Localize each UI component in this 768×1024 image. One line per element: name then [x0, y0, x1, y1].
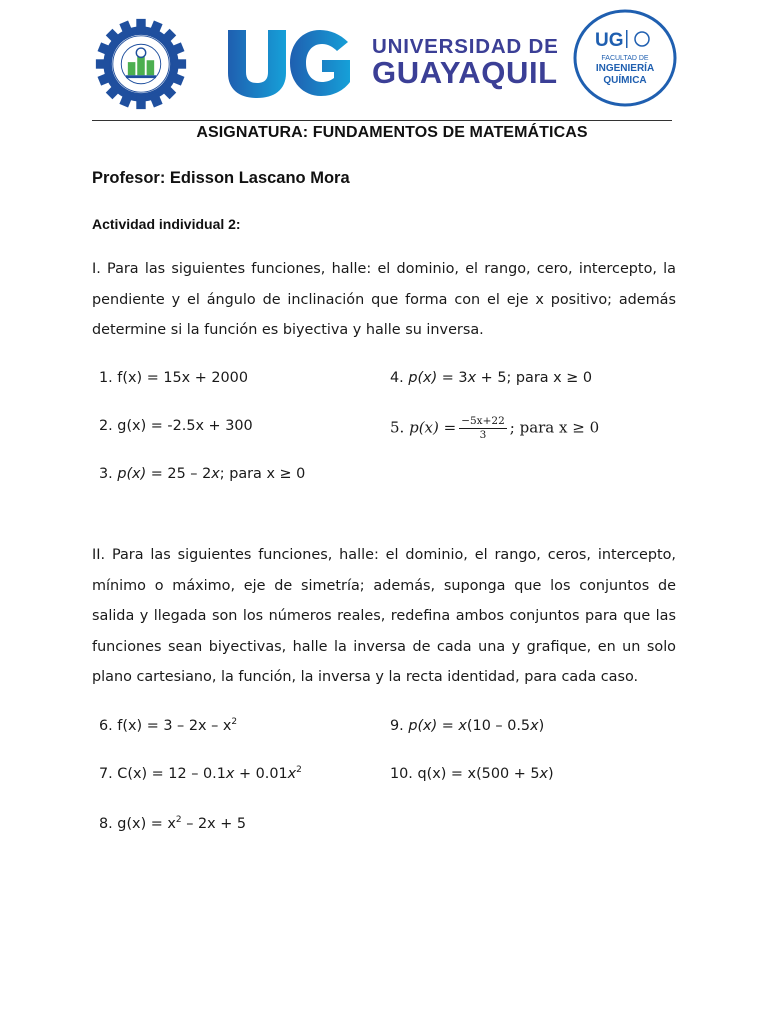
exercise-7: 7. $C(x) = 12 - 0.1x + 0.01x^2$ [99, 765, 302, 782]
exercise-8: 8. $g(x) = x^2 - 2x + 5$ [99, 815, 247, 832]
document-header [0, 0, 768, 118]
section1-instructions: I. Para las siguientes funciones, halle: el dominio, el rango, cero, intercepto, la pendiente y el ángulo de inclinación que forma con el eje x positivo; además determine si la función es biyectiva y halle su inversa. [92, 261, 676, 338]
university-name [372, 36, 559, 88]
exercise-9: 9. p(x) = x(10 – 0.5x) [390, 718, 545, 734]
activity-heading: Actividad individual 2: [92, 216, 241, 232]
section2-instructions: II. Para las siguientes funciones, halle: el dominio, el rango, ceros, intercepto, mínimo o máximo, eje de simetría; además, suponga que los conjuntos de salida y llegada son los números reales, redefina ambos conjuntos para que las funciones sean biyectivas, halle la inversa de cada una y grafique, en un solo plano cartesiano, la función, la inversa y la recta identidad, para cada caso. [92, 547, 676, 685]
exercise-6: 6. $f(x) = 3 - 2x - x^2$ [99, 717, 238, 734]
exercise-5: 5. p(x) = $\frac{-5x+22}{3}$ ; para x ≥ 0 [390, 415, 600, 441]
professor-name: Profesor: Edisson Lascano Mora [92, 169, 350, 187]
fiq-line3: QUÍMICA [603, 75, 647, 86]
exercise-1: 1. f(x) = 15x + 2000 [99, 370, 248, 386]
exercise-3: 3. p(x) = 25 – 2x; para x ≥ 0 [99, 466, 306, 482]
fraction: $\frac{-5x+22}{3}$ [461, 415, 505, 441]
exercise-10: 10. q(x) = x(500 + 5x) [390, 766, 554, 782]
fiq-circular-logo [572, 8, 678, 108]
university-name-line2: GUAYAQUIL [372, 55, 558, 90]
exercise-2: 2. g(x) = -2.5x + 300 [99, 418, 253, 434]
fiq-line1: FACULTAD DE [601, 55, 649, 62]
ug-logo [226, 28, 354, 98]
header-divider [92, 120, 672, 121]
faculty-gear-seal-logo [92, 17, 190, 111]
fiq-line2: INGENIERÍA [595, 63, 655, 74]
university-name-line1: UNIVERSIDAD DE [372, 35, 559, 58]
course-title: ASIGNATURA: FUNDAMENTOS DE MATEMÁTICAS [196, 124, 588, 141]
fiq-ug-text: UG [595, 30, 624, 51]
exercise-4: 4. p(x) = 3x + 5; para x ≥ 0 [390, 370, 593, 386]
